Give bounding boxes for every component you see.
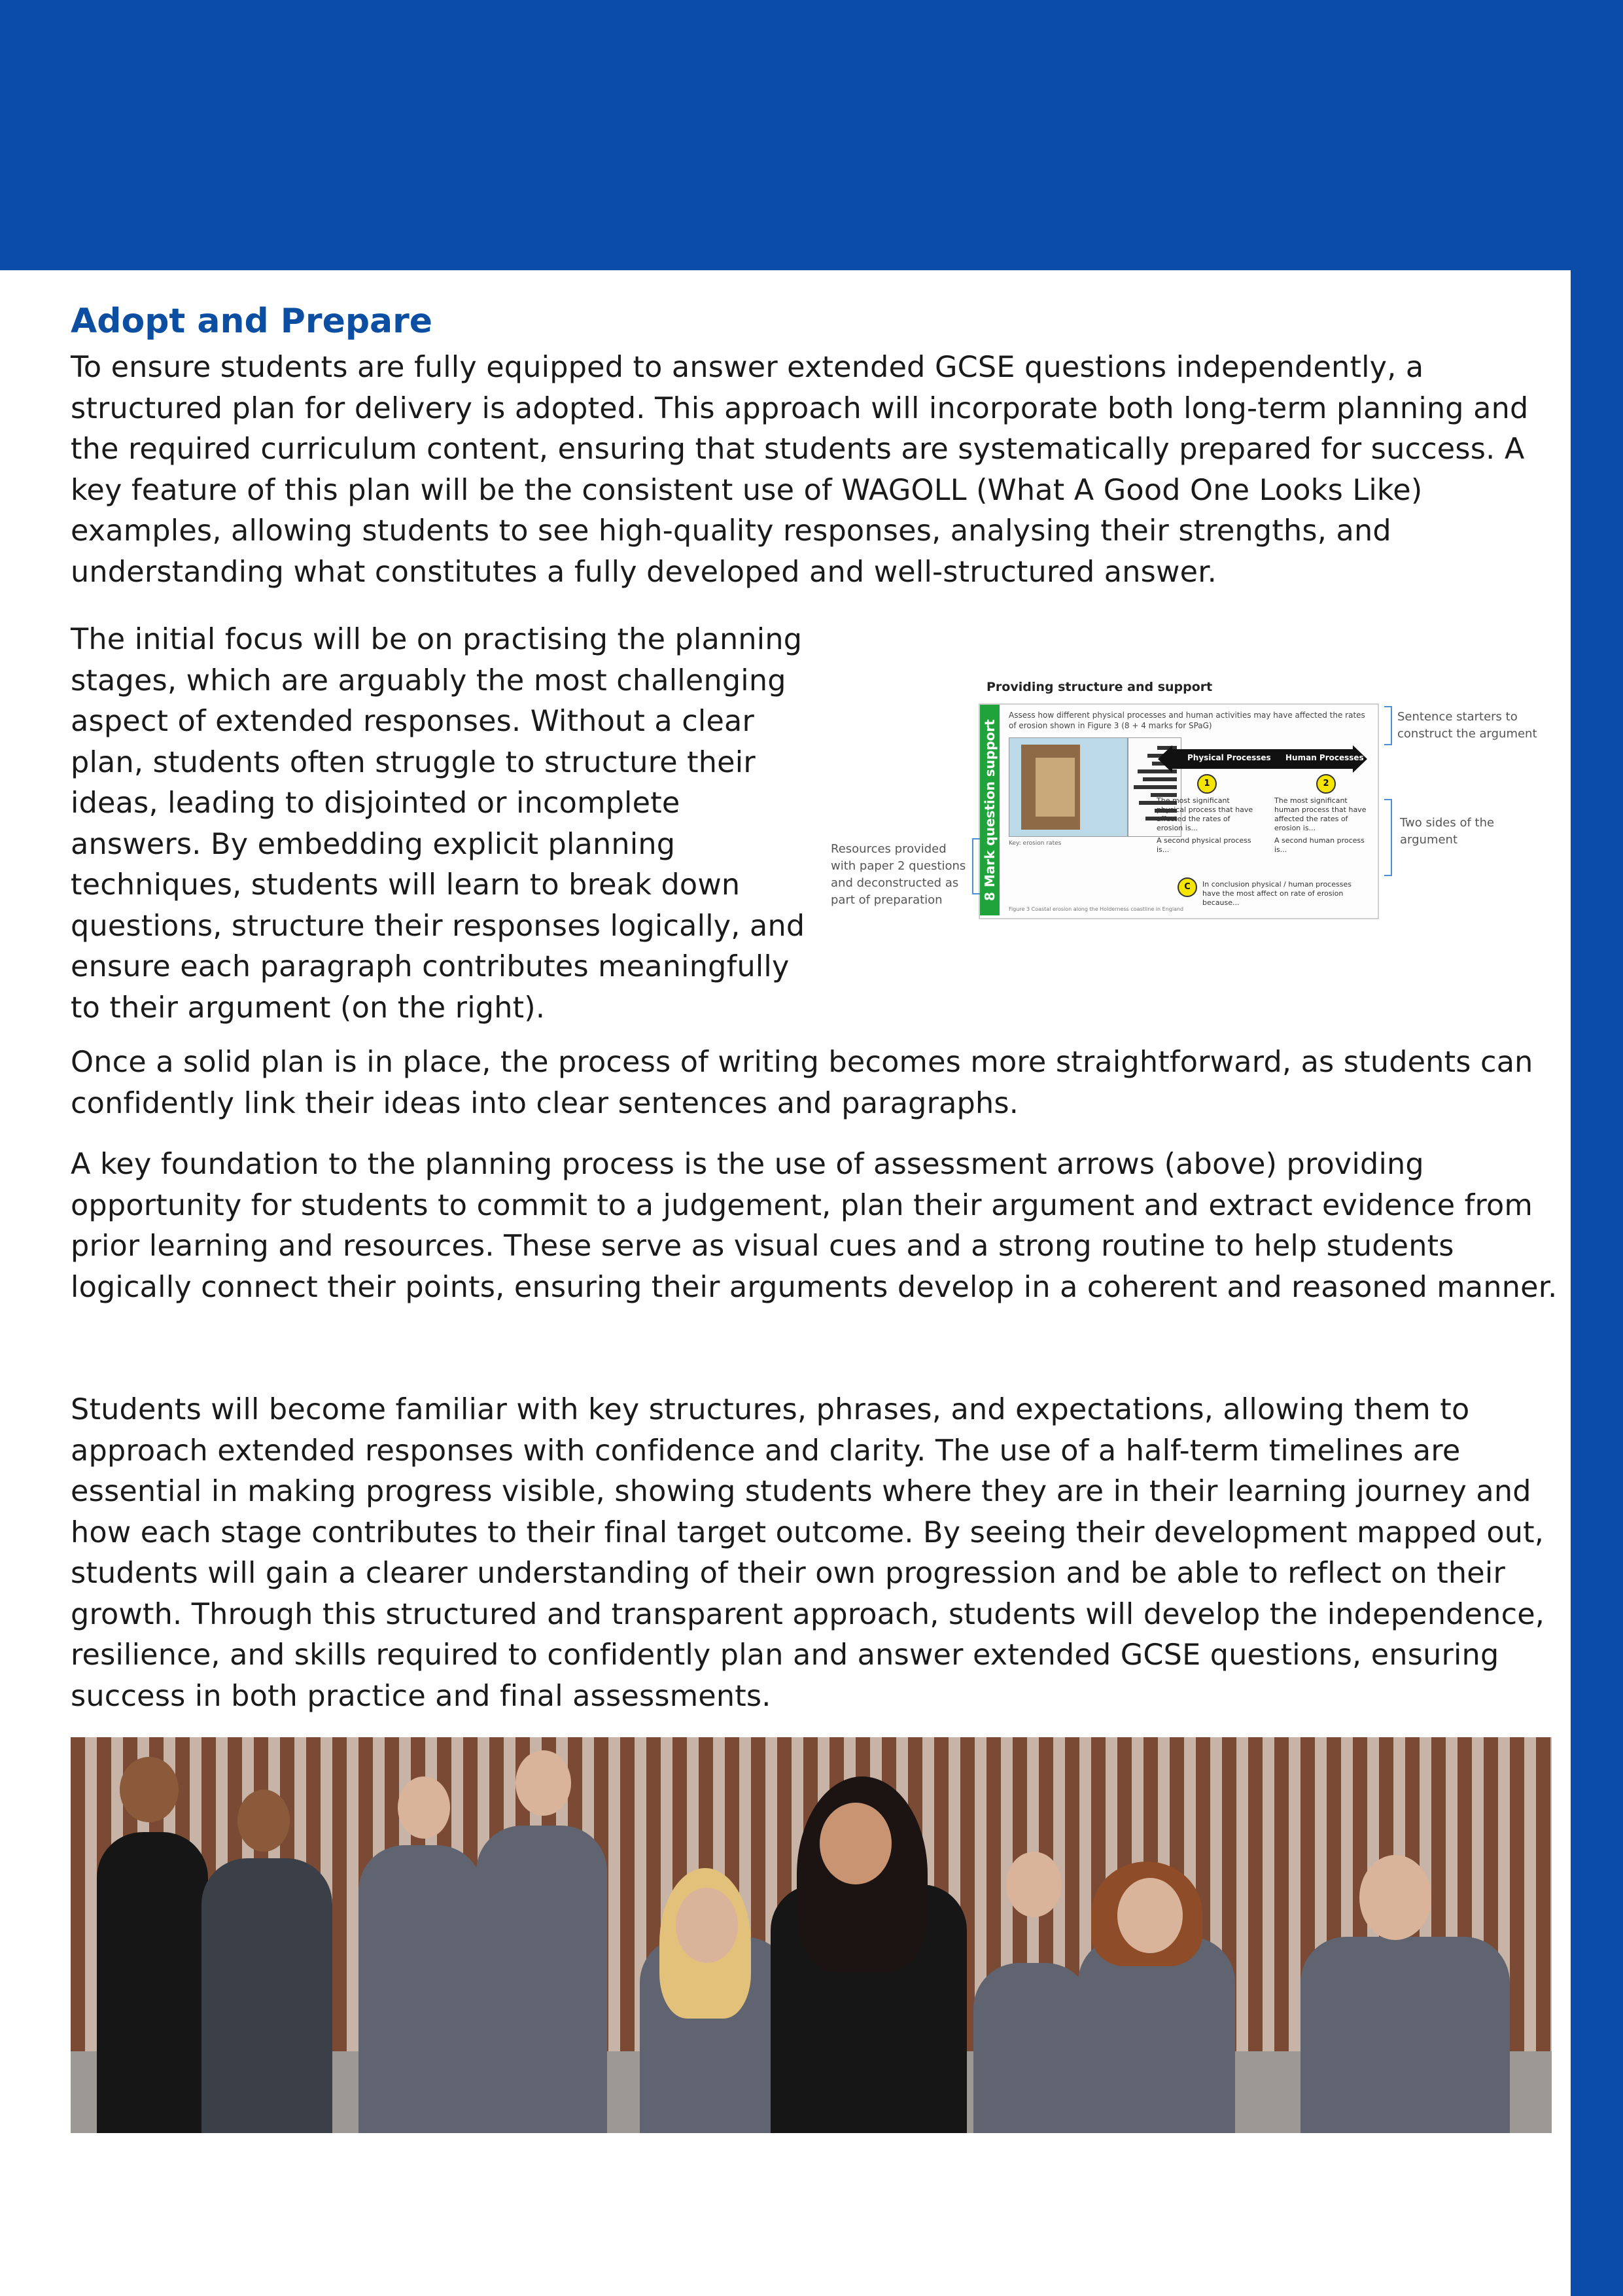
students-photo bbox=[71, 1737, 1552, 2133]
annotation-two-sides: Two sides of the argument bbox=[1400, 816, 1495, 847]
timeline-paragraph: Students will become familiar with key structures, phrases, and expectations, allowing them to approach extended responses with confidence and clarity. The use of a half-term timelines are essential in making progress visible, showing students where they are in their learning journey and how each stage contributes to their final target outcome. By seeing their development mapped out, students will gain a clearer understanding of their own progression and be able to reflect on their growth. Through this structured and transparent approach, students will develop the independence, resilience, and skills required to confidently plan and answer extended GCSE questions, ensuring success in both practice and final assessments. bbox=[71, 1393, 1545, 1713]
planning-support-figure bbox=[824, 677, 1544, 926]
annotation-brace bbox=[1384, 706, 1392, 745]
physical-points-list bbox=[1157, 796, 1255, 858]
arrow-label-human: Human Processes bbox=[1285, 753, 1364, 762]
conclusion-starter: In conclusion physical / human processes have the most affect on rate of erosion because... bbox=[1202, 880, 1352, 907]
physical-point: The most significant physical process that have affected the rates of erosion is... bbox=[1157, 796, 1253, 832]
physical-point: A second physical process is... bbox=[1157, 836, 1251, 854]
conclusion-badge: C bbox=[1178, 877, 1197, 897]
figure-map-caption: Figure 3 Coastal erosion along the Holderness coastline in England bbox=[1009, 906, 1184, 912]
right-side-band bbox=[1571, 0, 1623, 2296]
figure-title: Providing structure and support bbox=[986, 680, 1213, 694]
top-header-band bbox=[0, 0, 1623, 270]
figure-map-key: Key: erosion rates bbox=[1009, 840, 1062, 847]
figure-vertical-label: 8 Mark question support bbox=[982, 719, 998, 901]
arrow-label-physical: Physical Processes bbox=[1187, 753, 1271, 762]
assessment-arrows-paragraph: A key foundation to the planning process is the use of assessment arrows (above) providing opportunity for students to commit to a judgement, plan their argument and extract evidence from prior learning and resources. These serve as visual cues and a strong routine to help students logically connect their points, ensuring their arguments develop in a coherent and reasoned manner. bbox=[71, 1148, 1558, 1304]
figure-question: Assess how different physical processes and human activities may have affected the rates of erosion shown in Figure 3 (8 + 4 marks for SPaG) bbox=[1009, 711, 1365, 730]
section-heading: Adopt and Prepare bbox=[71, 302, 433, 341]
human-points-list bbox=[1274, 796, 1372, 858]
annotation-resources: Resources provided with paper 2 questions and deconstructed as part of preparation bbox=[831, 842, 966, 907]
arrow-left-head bbox=[1158, 745, 1172, 773]
writing-paragraph: Once a solid plan is in place, the process of writing becomes more straightforward, as students can confidently link their ideas into clear sentences and paragraphs. bbox=[71, 1046, 1533, 1120]
human-point: A second human process is... bbox=[1274, 836, 1365, 854]
point-one-badge: 1 bbox=[1197, 774, 1217, 794]
coastline-map-image bbox=[1009, 737, 1128, 837]
annotation-sentence-starters: Sentence starters to construct the argument bbox=[1397, 710, 1537, 741]
intro-paragraph: To ensure students are fully equipped to answer extended GCSE questions independently, a structured plan for delivery is adopted. This approach will incorporate both long-term planning and the required curriculum content, ensuring that students are systematically prepared for success. A key feature of this plan will be the consistent use of WAGOLL (What A Good One Looks Like) examples, allowing students to see high-quality responses, analysing their strengths, and understanding what constitutes a fully developed and well-structured answer. bbox=[71, 351, 1529, 589]
annotation-brace bbox=[1384, 799, 1392, 876]
human-point: The most significant human process that have affected the rates of erosion is... bbox=[1274, 796, 1367, 832]
point-two-badge: 2 bbox=[1316, 774, 1336, 794]
planning-paragraph: The initial focus will be on practising the planning stages, which are arguably the most challenging aspect of extended responses. Without a clear plan, students often struggle to structure their ideas, leading to disjointed or incomplete answers. By embedding explicit planning techniques, students will learn to break down questions, structure their responses logically, and ensure each paragraph contributes meaningfully to their argument (on the right). bbox=[71, 623, 805, 1025]
